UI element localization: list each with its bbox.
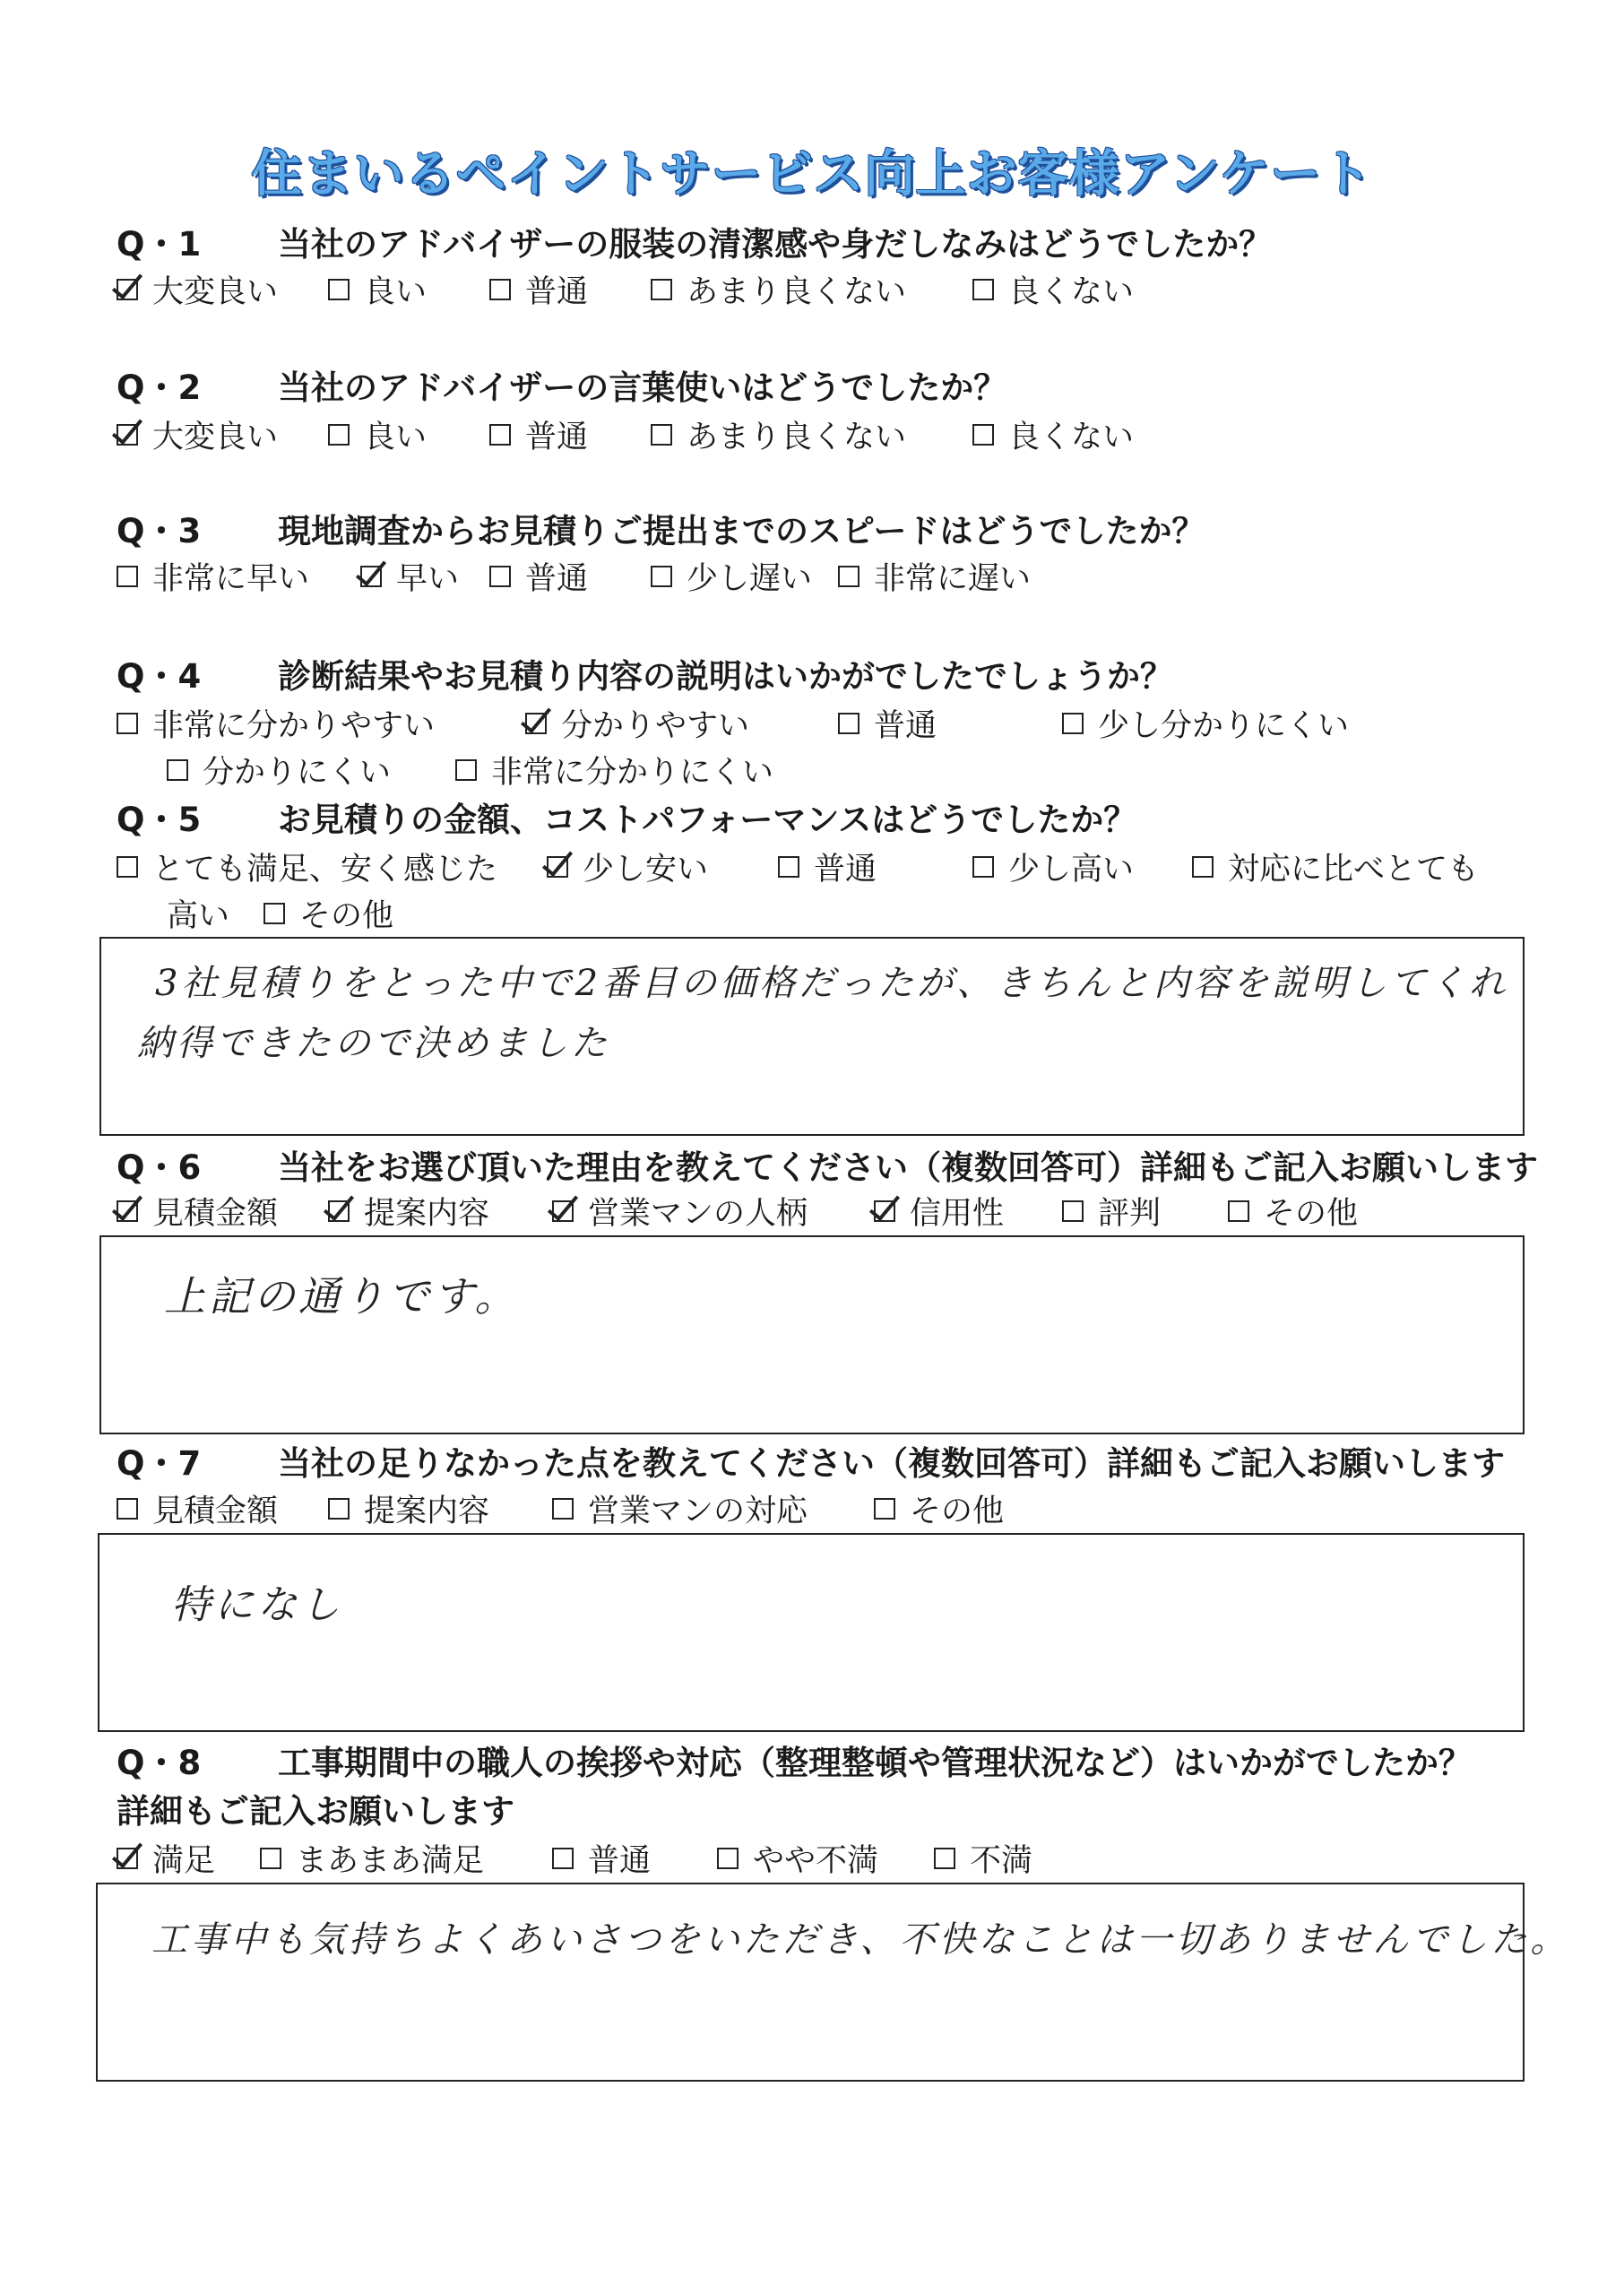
question-8-line-2: 詳細もご記入お願いします bbox=[117, 1792, 514, 1831]
q8-option-3[interactable]: 普通 bbox=[552, 1836, 651, 1881]
q3-option-2[interactable]: 早い bbox=[360, 554, 459, 599]
checkbox[interactable] bbox=[838, 713, 860, 734]
checkbox[interactable] bbox=[1062, 1200, 1084, 1222]
q7-option-2[interactable]: 提案内容 bbox=[328, 1486, 489, 1531]
question-text: 工事期間中の職人の挨拶や対応（整理整頓や管理状況など）はいかがでしたか？ bbox=[278, 1744, 1472, 1782]
question-number: Q・7 bbox=[117, 1444, 202, 1483]
q8-option-5[interactable]: 不満 bbox=[934, 1836, 1032, 1881]
q5-option-1[interactable]: とても満足、安く感じた bbox=[117, 844, 497, 889]
question-text: 当社のアドバイザーの言葉使いはどうでしたか？ bbox=[278, 368, 1007, 407]
q2-option-2[interactable]: 良い bbox=[328, 412, 427, 457]
q4-option-2[interactable]: 分かりやすい bbox=[525, 701, 749, 746]
q5-option-2[interactable]: 少し安い bbox=[547, 844, 708, 889]
q2-option-5[interactable]: 良くない bbox=[972, 412, 1134, 457]
question-6 bbox=[117, 1140, 1538, 1189]
question-number: Q・8 bbox=[117, 1744, 202, 1782]
q7-answer-box[interactable] bbox=[98, 1533, 1525, 1732]
checkbox-checked[interactable] bbox=[360, 566, 382, 587]
q3-option-3[interactable]: 普通 bbox=[489, 554, 588, 599]
q5-answer-box[interactable] bbox=[99, 937, 1525, 1136]
checkbox[interactable] bbox=[455, 759, 477, 781]
q6-option-3[interactable]: 営業マンの人柄 bbox=[552, 1189, 808, 1234]
checkbox[interactable] bbox=[934, 1848, 955, 1869]
checkbox[interactable] bbox=[972, 424, 994, 446]
checkbox-checked[interactable] bbox=[117, 279, 138, 300]
checkbox-checked[interactable] bbox=[328, 1200, 350, 1222]
question-number: Q・1 bbox=[117, 225, 202, 264]
q4-option-3[interactable]: 普通 bbox=[838, 701, 937, 746]
q1-option-1[interactable]: 大変良い bbox=[117, 267, 278, 312]
checkbox[interactable] bbox=[1192, 856, 1214, 878]
q5-option-4[interactable]: 少し高い bbox=[972, 844, 1134, 889]
checkbox-checked[interactable] bbox=[117, 1848, 138, 1869]
checkbox[interactable] bbox=[489, 279, 511, 300]
question-1 bbox=[117, 217, 1272, 265]
q1-option-2[interactable]: 良い bbox=[328, 267, 427, 312]
question-number: Q・3 bbox=[117, 512, 202, 550]
q6-option-1[interactable]: 見積金額 bbox=[117, 1189, 278, 1234]
q6-answer-box[interactable] bbox=[99, 1235, 1525, 1434]
q8-option-2[interactable]: まあまあ満足 bbox=[260, 1836, 484, 1881]
checkbox[interactable] bbox=[972, 856, 994, 878]
q4-option-6[interactable]: 非常に分かりにくい bbox=[455, 748, 773, 792]
q3-option-1[interactable]: 非常に早い bbox=[117, 554, 309, 599]
q2-option-4[interactable]: あまり良くない bbox=[651, 412, 906, 457]
q7-option-4[interactable]: その他 bbox=[874, 1486, 1004, 1531]
survey-title: 住まいるペイントサービス向上お客様アンケート bbox=[251, 145, 1373, 204]
q2-option-3[interactable]: 普通 bbox=[489, 412, 588, 457]
q5-option-5[interactable]: 対応に比べとても bbox=[1192, 844, 1479, 889]
q6-option-5[interactable]: 評判 bbox=[1062, 1189, 1161, 1234]
q6-option-2[interactable]: 提案内容 bbox=[328, 1189, 489, 1234]
question-7 bbox=[117, 1436, 1505, 1485]
q8-answer-box[interactable] bbox=[96, 1883, 1570, 2082]
q8-option-1[interactable]: 満足 bbox=[117, 1836, 215, 1881]
q2-option-1[interactable]: 大変良い bbox=[117, 412, 278, 457]
checkbox[interactable] bbox=[328, 424, 350, 446]
checkbox-checked[interactable] bbox=[117, 424, 138, 446]
checkbox-checked[interactable] bbox=[874, 1200, 895, 1222]
checkbox-checked[interactable] bbox=[525, 713, 547, 734]
checkbox-checked[interactable] bbox=[117, 1200, 138, 1222]
checkbox[interactable] bbox=[328, 1498, 350, 1520]
checkbox[interactable] bbox=[874, 1498, 895, 1520]
question-number: Q・2 bbox=[117, 368, 202, 407]
checkbox[interactable] bbox=[838, 566, 860, 587]
checkbox[interactable] bbox=[651, 279, 672, 300]
checkbox[interactable] bbox=[778, 856, 799, 878]
checkbox-checked[interactable] bbox=[552, 1200, 574, 1222]
question-text: 現地調査からお見積りご提出までのスピードはどうでしたか？ bbox=[278, 512, 1205, 550]
question-text: 当社の足りなかった点を教えてください（複数回答可）詳細もご記入お願いします bbox=[278, 1444, 1505, 1483]
checkbox[interactable] bbox=[489, 566, 511, 587]
checkbox[interactable] bbox=[651, 566, 672, 587]
checkbox[interactable] bbox=[117, 713, 138, 734]
question-3 bbox=[117, 504, 1205, 552]
q7-option-3[interactable]: 営業マンの対応 bbox=[552, 1486, 808, 1531]
q4-option-1[interactable]: 非常に分かりやすい bbox=[117, 701, 435, 746]
q6-answer-line-1: 上記の通りです。 bbox=[164, 1272, 520, 1321]
q6-option-4[interactable]: 信用性 bbox=[874, 1189, 1004, 1234]
q1-option-5[interactable]: 良くない bbox=[972, 267, 1134, 312]
checkbox[interactable] bbox=[117, 566, 138, 587]
checkbox[interactable] bbox=[117, 856, 138, 878]
checkbox[interactable] bbox=[552, 1498, 574, 1520]
checkbox[interactable] bbox=[651, 424, 672, 446]
q8-answer-line-1: 工事中も気持ちよくあいさつをいただき、不快なことは一切ありませんでした。 bbox=[151, 1919, 1570, 1961]
checkbox-checked[interactable] bbox=[547, 856, 568, 878]
question-number: Q・5 bbox=[117, 801, 202, 839]
question-text: 当社をお選び頂いた理由を教えてください（複数回答可）詳細もご記入お願いします bbox=[278, 1148, 1538, 1187]
question-number: Q・6 bbox=[117, 1148, 202, 1187]
q7-answer-line-1: 特になし bbox=[171, 1582, 343, 1628]
q5-option-6[interactable]: その他 bbox=[263, 891, 393, 936]
q4-option-4[interactable]: 少し分かりにくい bbox=[1062, 701, 1349, 746]
q5-answer-line-2: 納得できたので決めました bbox=[137, 1023, 610, 1064]
checkbox[interactable] bbox=[263, 903, 285, 924]
q4-option-5[interactable]: 分かりにくい bbox=[167, 748, 391, 792]
question-text: お見積りの金額、コストパフォーマンスはどうでしたか？ bbox=[278, 801, 1137, 839]
checkbox[interactable] bbox=[552, 1848, 574, 1869]
q7-option-1[interactable]: 見積金額 bbox=[117, 1486, 278, 1531]
checkbox[interactable] bbox=[260, 1848, 281, 1869]
q6-option-6[interactable]: その他 bbox=[1228, 1189, 1358, 1234]
q3-option-5[interactable]: 非常に遅い bbox=[838, 554, 1031, 599]
q1-option-4[interactable]: あまり良くない bbox=[651, 267, 906, 312]
q3-option-4[interactable]: 少し遅い bbox=[651, 554, 812, 599]
checkbox[interactable] bbox=[972, 279, 994, 300]
q8-option-4[interactable]: やや不満 bbox=[717, 1836, 878, 1881]
checkbox[interactable] bbox=[489, 424, 511, 446]
question-2 bbox=[117, 360, 1006, 409]
question-number: Q・4 bbox=[117, 657, 202, 696]
checkbox[interactable] bbox=[117, 1498, 138, 1520]
checkbox[interactable] bbox=[328, 279, 350, 300]
question-4 bbox=[117, 649, 1173, 697]
question-5 bbox=[117, 792, 1136, 841]
checkbox[interactable] bbox=[717, 1848, 739, 1869]
checkbox[interactable] bbox=[167, 759, 188, 781]
question-text: 診断結果やお見積り内容の説明はいかがでしたでしょうか？ bbox=[278, 657, 1173, 696]
checkbox[interactable] bbox=[1228, 1200, 1249, 1222]
q5-option-5-cont: 高い bbox=[167, 898, 230, 934]
checkbox[interactable] bbox=[1062, 713, 1084, 734]
q5-answer-line-1: 3社見積りをとった中で2番目の価格だったが、きちんと内容を説明してくれ bbox=[155, 963, 1509, 1004]
question-text: 当社のアドバイザーの服装の清潔感や身だしなみはどうでしたか？ bbox=[278, 225, 1273, 264]
question-8 bbox=[117, 1736, 1472, 1784]
q1-option-3[interactable]: 普通 bbox=[489, 267, 588, 312]
q5-option-3[interactable]: 普通 bbox=[778, 844, 877, 889]
